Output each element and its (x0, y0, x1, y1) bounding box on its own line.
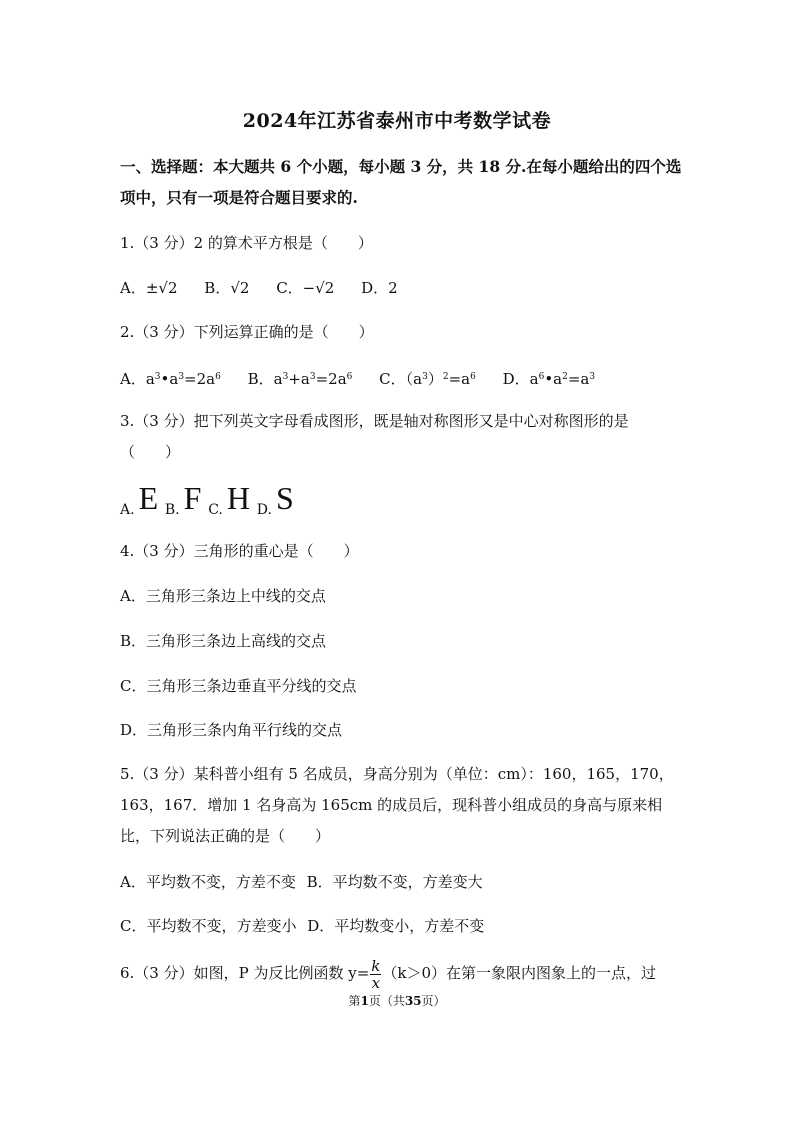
q4-stem: 4.（3 分）三角形的重心是（ ） (120, 542, 359, 560)
q2-stem: 2.（3 分）下列运算正确的是（ ） (120, 323, 374, 341)
q5-stem-line3: 比，下列说法正确的是（ ） (120, 827, 331, 845)
q1-stem: 1.（3 分）2 的算术平方根是（ ） (120, 234, 373, 252)
q6-stem-after: （k＞0）在第一象限内图象上的一点，过 (382, 964, 657, 982)
q2-option-a: A．$a^3•a^3=2a^6$ (120, 370, 221, 388)
page-title: 2024年江苏省泰州市中考数学试卷 (242, 110, 552, 132)
section-heading-line2: 项中，只有一项是符合题目要求的. (120, 188, 358, 207)
q4-option-c: C．三角形三条边垂直平分线的交点 (120, 677, 357, 695)
q6-stem-before: 6.（3 分）如图，P 为反比例函数 y= (120, 964, 370, 982)
q5-option-d: D．平均数变小，方差不变 (307, 917, 485, 935)
q5-options-row2 (120, 916, 484, 936)
q6-stem (120, 956, 656, 991)
q2-option-c: C．$(a^3)^2=a^6$ (379, 370, 476, 388)
q1-options (120, 278, 420, 298)
q5-stem-line1: 5.（3 分）某科普小组有 5 名成员，身高分别为（单位：cm）：160，165，170， (120, 765, 674, 783)
q4-option-d: D．三角形三条内角平行线的交点 (120, 721, 343, 739)
section-heading-line1: 一、选择题：本大题共 6 个小题，每小题 3 分，共 18 分.在每小题给出的四个选 (120, 157, 682, 176)
q3-option-c: C. H (208, 480, 250, 518)
page-number: 1 (360, 994, 369, 1008)
q1-option-b: B．√2 (204, 279, 250, 297)
q1-option-d: D．2 (361, 279, 398, 297)
q3-stem-line1: 3.（3 分）把下列英文字母看成图形，既是轴对称图形又是中心对称图形的是 (120, 412, 629, 430)
q1-option-a: A．±√2 (120, 279, 178, 297)
q4-option-a: A．三角形三条边上中线的交点 (120, 587, 326, 605)
q3-option-a: A. E (120, 480, 159, 518)
q3-option-d: D. S (256, 480, 294, 518)
q3-options (120, 478, 296, 530)
q6-fraction: $\frac{k}{x}$ (371, 956, 381, 992)
q2-option-d: D．$a^6•a^2=a^3$ (502, 370, 596, 388)
q1-option-c: C．−√2 (276, 279, 335, 297)
q3-option-b: B. F (164, 480, 202, 518)
q5-options-row1 (120, 872, 483, 892)
page-footer: 第1页（共35页） (348, 994, 446, 1008)
q5-stem-line2: 163，167．增加 1 名身高为 165cm 的成员后，现科普小组成员的身高与原来相 (120, 796, 663, 814)
q2-options (120, 367, 617, 389)
q4-option-b: B．三角形三条边上高线的交点 (120, 632, 327, 650)
q3-stem-line2: （ ） (120, 443, 181, 461)
q2-option-b: B．$a^3+a^3=2a^6$ (247, 370, 353, 388)
q5-option-b: B．平均数不变，方差变大 (306, 873, 483, 891)
q5-option-c: C．平均数不变，方差变小 (120, 917, 297, 935)
page-total: 35 (404, 994, 422, 1008)
q5-option-a: A．平均数不变，方差不变 (120, 873, 296, 891)
